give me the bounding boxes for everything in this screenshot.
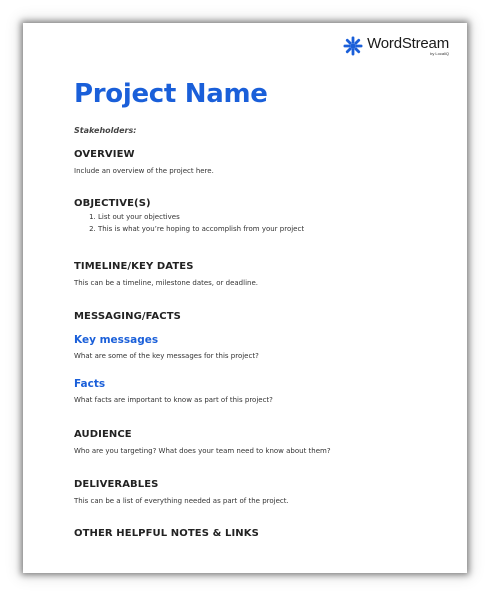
list-item: 2. This is what you’re hoping to accomplish from your project (98, 223, 444, 235)
overview-heading: OVERVIEW (74, 149, 135, 160)
messaging-heading: MESSAGING/FACTS (74, 311, 181, 322)
audience-section (74, 429, 444, 457)
facts-heading: Facts (74, 378, 106, 390)
stakeholders-label: Stakeholders: (74, 126, 137, 135)
list-item: 1. List out your objectives (98, 211, 444, 223)
audience-heading: AUDIENCE (74, 429, 132, 440)
overview-section (74, 149, 444, 177)
document-page (23, 23, 467, 573)
objectives-heading: OBJECTIVE(S) (74, 198, 151, 209)
wordstream-asterisk-icon (343, 36, 363, 56)
audience-text: Who are you targeting? What does your team need to know about them? (74, 447, 331, 455)
key-messages-subsection (74, 334, 444, 362)
notes-section (74, 528, 444, 539)
objectives-section (74, 198, 444, 235)
wordstream-logo (343, 36, 449, 56)
brand-name: WordStream (367, 35, 449, 52)
brand-sub: by LocaliQ (430, 51, 449, 56)
page-title: Project Name (74, 79, 268, 109)
timeline-section (74, 261, 444, 289)
objectives-list (74, 211, 444, 235)
deliverables-section (74, 479, 444, 507)
timeline-text: This can be a timeline, milestone dates, or deadline. (74, 279, 258, 287)
key-messages-heading: Key messages (74, 334, 159, 346)
facts-subsection (74, 378, 444, 406)
timeline-heading: TIMELINE/KEY DATES (74, 261, 194, 272)
deliverables-heading: DELIVERABLES (74, 479, 159, 490)
facts-text: What facts are important to know as part of this project? (74, 396, 273, 404)
notes-heading: OTHER HELPFUL NOTES & LINKS (74, 528, 259, 539)
messaging-section (74, 311, 444, 322)
deliverables-text: This can be a list of everything needed as part of the project. (74, 497, 289, 505)
key-messages-text: What are some of the key messages for this project? (74, 352, 259, 360)
document-content (74, 75, 444, 539)
overview-text: Include an overview of the project here. (74, 167, 214, 175)
